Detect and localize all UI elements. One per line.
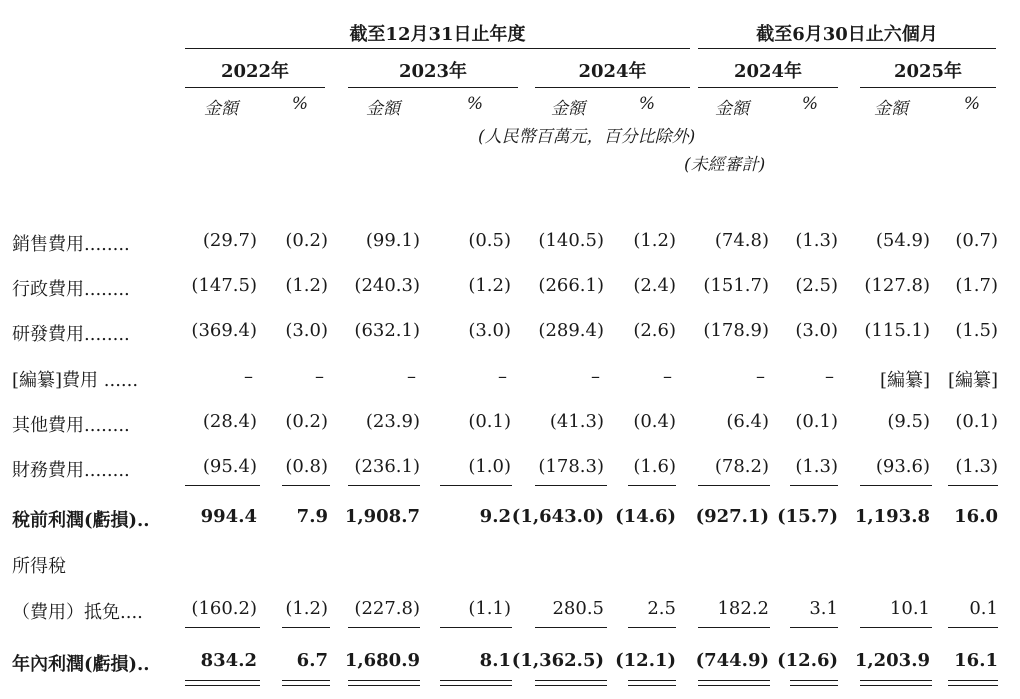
table-cell: (127.8) <box>864 275 930 296</box>
table-cell: 1,680.9 <box>344 650 420 671</box>
table-cell: (147.5) <box>191 275 257 296</box>
year-header-2023: 2023年 <box>398 61 468 82</box>
table-cell: (151.7) <box>703 275 769 296</box>
percent-subheader: % <box>801 94 819 114</box>
table-cell: (178.3) <box>538 456 604 477</box>
fiscal-header-rule <box>185 48 690 49</box>
total-double-rule-upper <box>628 680 676 681</box>
percent-subheader: % <box>963 94 981 114</box>
subtotal-rule <box>185 627 260 628</box>
year-header-2022: 2022年 <box>220 61 290 82</box>
table-cell: (9.5) <box>887 411 930 432</box>
total-double-rule-lower <box>790 685 838 686</box>
year-rule-2025 <box>860 87 996 88</box>
table-cell: (927.1) <box>695 506 769 527</box>
table-cell: (1.2) <box>285 598 328 619</box>
table-cell: (23.9) <box>365 411 420 432</box>
total-double-rule-upper <box>790 680 838 681</box>
total-double-rule-upper <box>860 680 932 681</box>
year-rule-2022 <box>185 87 325 88</box>
subtotal-rule <box>860 485 932 486</box>
table-cell: 8.1 <box>479 650 511 671</box>
table-cell: (0.1) <box>468 411 511 432</box>
year-rule-2023 <box>348 87 518 88</box>
amount-subheader: 金額 <box>366 99 400 119</box>
table-cell: 6.7 <box>296 650 328 671</box>
subtotal-rule <box>535 627 607 628</box>
subtotal-rule <box>790 485 838 486</box>
table-cell: (236.1) <box>354 456 420 477</box>
total-double-rule-upper <box>948 680 998 681</box>
table-cell: 182.2 <box>717 598 769 619</box>
table-cell: – <box>244 366 253 387</box>
table-cell: (1.3) <box>955 456 998 477</box>
total-double-rule-lower <box>698 685 770 686</box>
table-cell: (0.2) <box>285 230 328 251</box>
subtotal-rule <box>948 627 998 628</box>
table-cell: [編纂] <box>947 370 998 391</box>
row-label: 財務費用........ <box>12 460 130 481</box>
table-cell: 0.1 <box>969 598 998 619</box>
table-cell: – <box>315 366 324 387</box>
total-double-rule-lower <box>185 685 260 686</box>
table-cell: 1,203.9 <box>854 650 930 671</box>
table-cell: 1,908.7 <box>344 506 420 527</box>
table-cell: (29.7) <box>202 230 257 251</box>
subtotal-rule <box>185 485 260 486</box>
amount-subheader: 金額 <box>715 99 749 119</box>
table-cell: (0.1) <box>955 411 998 432</box>
table-cell: (160.2) <box>191 598 257 619</box>
table-cell: (0.4) <box>633 411 676 432</box>
interim-period-header: 截至6月30日止六個月 <box>756 24 938 45</box>
table-cell: (632.1) <box>354 320 420 341</box>
total-double-rule-lower <box>282 685 330 686</box>
table-cell: (1,362.5) <box>511 650 604 671</box>
table-cell: (266.1) <box>538 275 604 296</box>
fiscal-period-header: 截至12月31日止年度 <box>349 24 526 45</box>
table-cell: (369.4) <box>191 320 257 341</box>
total-double-rule-upper <box>440 680 512 681</box>
total-double-rule-upper <box>185 680 260 681</box>
subtotal-rule <box>282 627 330 628</box>
row-label: 稅前利潤(虧損).. <box>12 510 150 531</box>
unaudited-note: (未經審計) <box>684 155 766 175</box>
subtotal-rule <box>860 627 932 628</box>
table-cell: (1.2) <box>633 230 676 251</box>
table-cell: (744.9) <box>695 650 769 671</box>
subtotal-rule <box>628 627 676 628</box>
total-double-rule-lower <box>860 685 932 686</box>
table-cell: (0.1) <box>795 411 838 432</box>
table-cell: (1,643.0) <box>511 506 604 527</box>
table-cell: (1.7) <box>955 275 998 296</box>
subtotal-rule <box>440 485 512 486</box>
table-cell: 2.5 <box>647 598 676 619</box>
table-cell: 834.2 <box>200 650 257 671</box>
table-cell: (3.0) <box>285 320 328 341</box>
table-cell: – <box>591 366 600 387</box>
table-cell: (115.1) <box>864 320 930 341</box>
table-cell: (14.6) <box>615 506 676 527</box>
row-label: 行政費用........ <box>12 279 130 300</box>
row-label: 其他費用........ <box>12 415 130 436</box>
total-double-rule-upper <box>535 680 607 681</box>
table-cell: 10.1 <box>889 598 930 619</box>
subtotal-rule <box>948 485 998 486</box>
table-cell: (240.3) <box>354 275 420 296</box>
amount-subheader: 金額 <box>204 99 238 119</box>
subtotal-rule <box>698 627 770 628</box>
unit-note: (人民幣百萬元，百分比除外) <box>478 127 696 147</box>
table-cell: 1,193.8 <box>854 506 930 527</box>
table-cell: (2.5) <box>795 275 838 296</box>
subtotal-rule <box>698 485 770 486</box>
percent-subheader: % <box>466 94 484 114</box>
percent-subheader: % <box>638 94 656 114</box>
total-double-rule-lower <box>535 685 607 686</box>
table-cell: (54.9) <box>875 230 930 251</box>
table-cell: (3.0) <box>468 320 511 341</box>
table-cell: (2.6) <box>633 320 676 341</box>
table-cell: – <box>407 366 416 387</box>
table-cell: (178.9) <box>703 320 769 341</box>
row-label: [編纂]費用 ...... <box>12 370 139 391</box>
table-cell: 3.1 <box>809 598 838 619</box>
table-cell: (78.2) <box>714 456 769 477</box>
table-cell: 280.5 <box>552 598 604 619</box>
table-cell: (15.7) <box>777 506 838 527</box>
table-cell: (0.8) <box>285 456 328 477</box>
year-header-2024: 2024年 <box>578 61 647 82</box>
table-cell: (74.8) <box>714 230 769 251</box>
subtotal-rule <box>790 627 838 628</box>
table-cell: (1.2) <box>468 275 511 296</box>
table-cell: – <box>825 366 834 387</box>
total-double-rule-lower <box>948 685 998 686</box>
subtotal-rule <box>348 485 420 486</box>
row-label: 年內利潤(虧損).. <box>12 654 150 675</box>
table-cell: (227.8) <box>354 598 420 619</box>
table-cell: (12.1) <box>615 650 676 671</box>
percent-subheader: % <box>291 94 309 114</box>
table-cell: (0.5) <box>468 230 511 251</box>
table-cell: (3.0) <box>795 320 838 341</box>
table-cell: 16.0 <box>954 506 998 527</box>
table-cell: 994.4 <box>200 506 257 527</box>
table-cell: (1.0) <box>468 456 511 477</box>
table-cell: (2.4) <box>633 275 676 296</box>
total-double-rule-upper <box>282 680 330 681</box>
table-cell: (93.6) <box>875 456 930 477</box>
table-cell: (28.4) <box>202 411 257 432</box>
table-cell: (1.3) <box>795 230 838 251</box>
total-double-rule-lower <box>348 685 420 686</box>
table-cell: (99.1) <box>365 230 420 251</box>
table-cell: (95.4) <box>202 456 257 477</box>
row-label: 銷售費用........ <box>12 234 130 255</box>
total-double-rule-upper <box>698 680 770 681</box>
table-cell: – <box>663 366 672 387</box>
subtotal-rule <box>628 485 676 486</box>
amount-subheader: 金額 <box>874 99 908 119</box>
table-cell: (1.2) <box>285 275 328 296</box>
table-cell: (1.6) <box>633 456 676 477</box>
table-cell: (0.2) <box>285 411 328 432</box>
subtotal-rule <box>282 485 330 486</box>
table-cell: 16.1 <box>954 650 998 671</box>
table-cell: – <box>498 366 507 387</box>
table-cell: (6.4) <box>726 411 769 432</box>
subtotal-rule <box>440 627 512 628</box>
table-cell: (1.5) <box>955 320 998 341</box>
table-cell: (41.3) <box>549 411 604 432</box>
total-double-rule-lower <box>440 685 512 686</box>
year-rule-2024-interim <box>698 87 838 88</box>
interim-header-rule <box>698 48 996 49</box>
table-cell: (1.1) <box>468 598 511 619</box>
subtotal-rule <box>348 627 420 628</box>
table-cell: 7.9 <box>296 506 328 527</box>
table-cell: [編纂] <box>879 370 930 391</box>
year-rule-2024 <box>535 87 690 88</box>
table-cell: (1.3) <box>795 456 838 477</box>
amount-subheader: 金額 <box>551 99 585 119</box>
table-cell: (140.5) <box>538 230 604 251</box>
row-label: （費用）抵免.... <box>12 602 143 623</box>
table-cell: (0.7) <box>955 230 998 251</box>
total-double-rule-upper <box>348 680 420 681</box>
table-cell: – <box>756 366 765 387</box>
row-label: 研發費用........ <box>12 324 130 345</box>
year-header-2024-interim: 2024年 <box>733 61 803 82</box>
table-cell: (12.6) <box>777 650 838 671</box>
table-cell: 9.2 <box>479 506 511 527</box>
table-cell: (289.4) <box>538 320 604 341</box>
row-label: 所得稅 <box>12 556 66 577</box>
total-double-rule-lower <box>628 685 676 686</box>
year-header-2025: 2025年 <box>893 61 963 82</box>
subtotal-rule <box>535 485 607 486</box>
